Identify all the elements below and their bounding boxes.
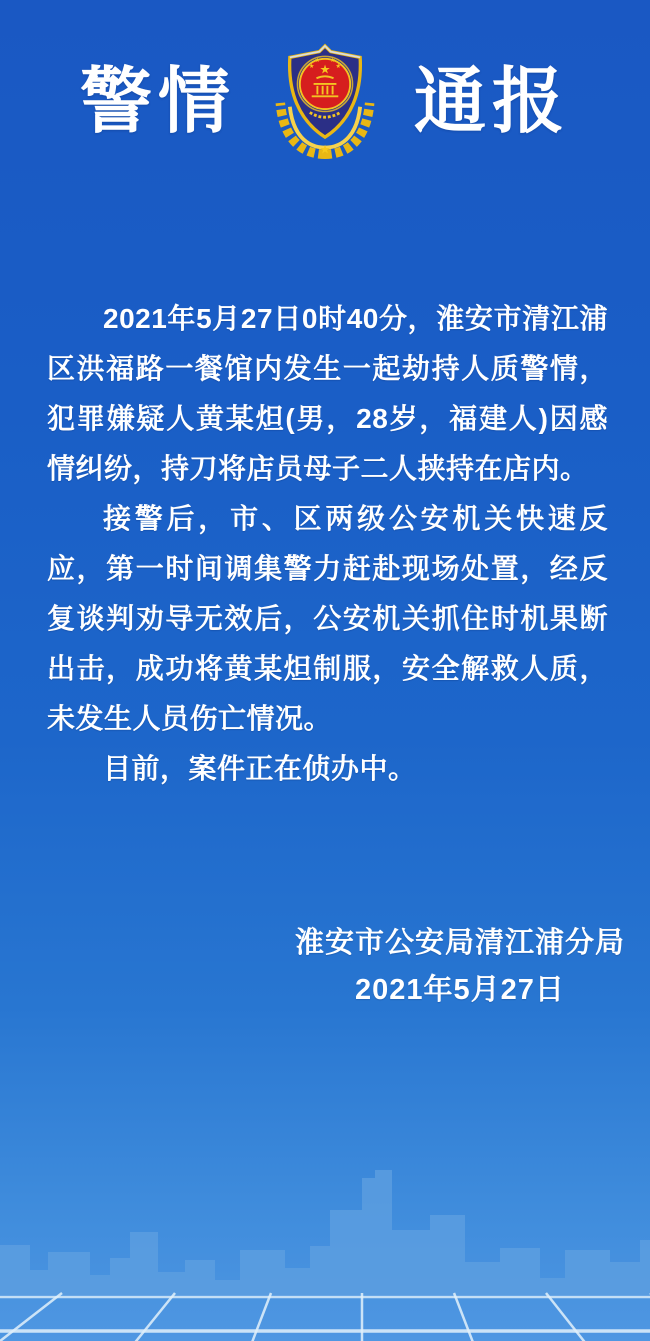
paragraph-status: 目前，案件正在侦办中。 (103, 753, 417, 784)
header (0, 42, 650, 162)
signature-date: 2021年5月27日 (355, 974, 565, 1006)
police-badge-icon (268, 42, 382, 162)
city-skyline-grid-graphic (0, 1041, 650, 1341)
title-left: 警情 (79, 62, 236, 142)
svg-text:★: ★ (308, 62, 315, 70)
title-right: 通报 (414, 62, 571, 142)
skyline-silhouette (0, 1170, 650, 1295)
svg-text:★: ★ (319, 142, 331, 157)
svg-text:★: ★ (329, 57, 336, 65)
svg-text:★: ★ (335, 62, 342, 70)
signature-agency: 淮安市公安局清江浦分局 (294, 927, 625, 959)
svg-text:★: ★ (314, 57, 321, 65)
signature-block (295, 920, 625, 1014)
paragraph-incident: 2021年5月27日0时40分，淮安市清江浦区洪福路一餐馆内发生一起劫持人质警情，犯罪嫌疑人黄某炟(男，28岁，福建人)因感情纠纷，持刀将店员母子二人挟持在店内。 (47, 303, 608, 484)
svg-text:★: ★ (319, 62, 331, 77)
paragraph-response: 接警后，市、区两级公安机关快速反应，第一时间调集警力赶赴现场处置，经反复谈判劝导无效后，公安机关抓住时机果断出击，成功将黄某炟制服，安全解救人质，未发生人员伤亡情况。 (47, 503, 608, 734)
perspective-grid-lines (0, 1293, 650, 1341)
notice-body (47, 294, 608, 794)
